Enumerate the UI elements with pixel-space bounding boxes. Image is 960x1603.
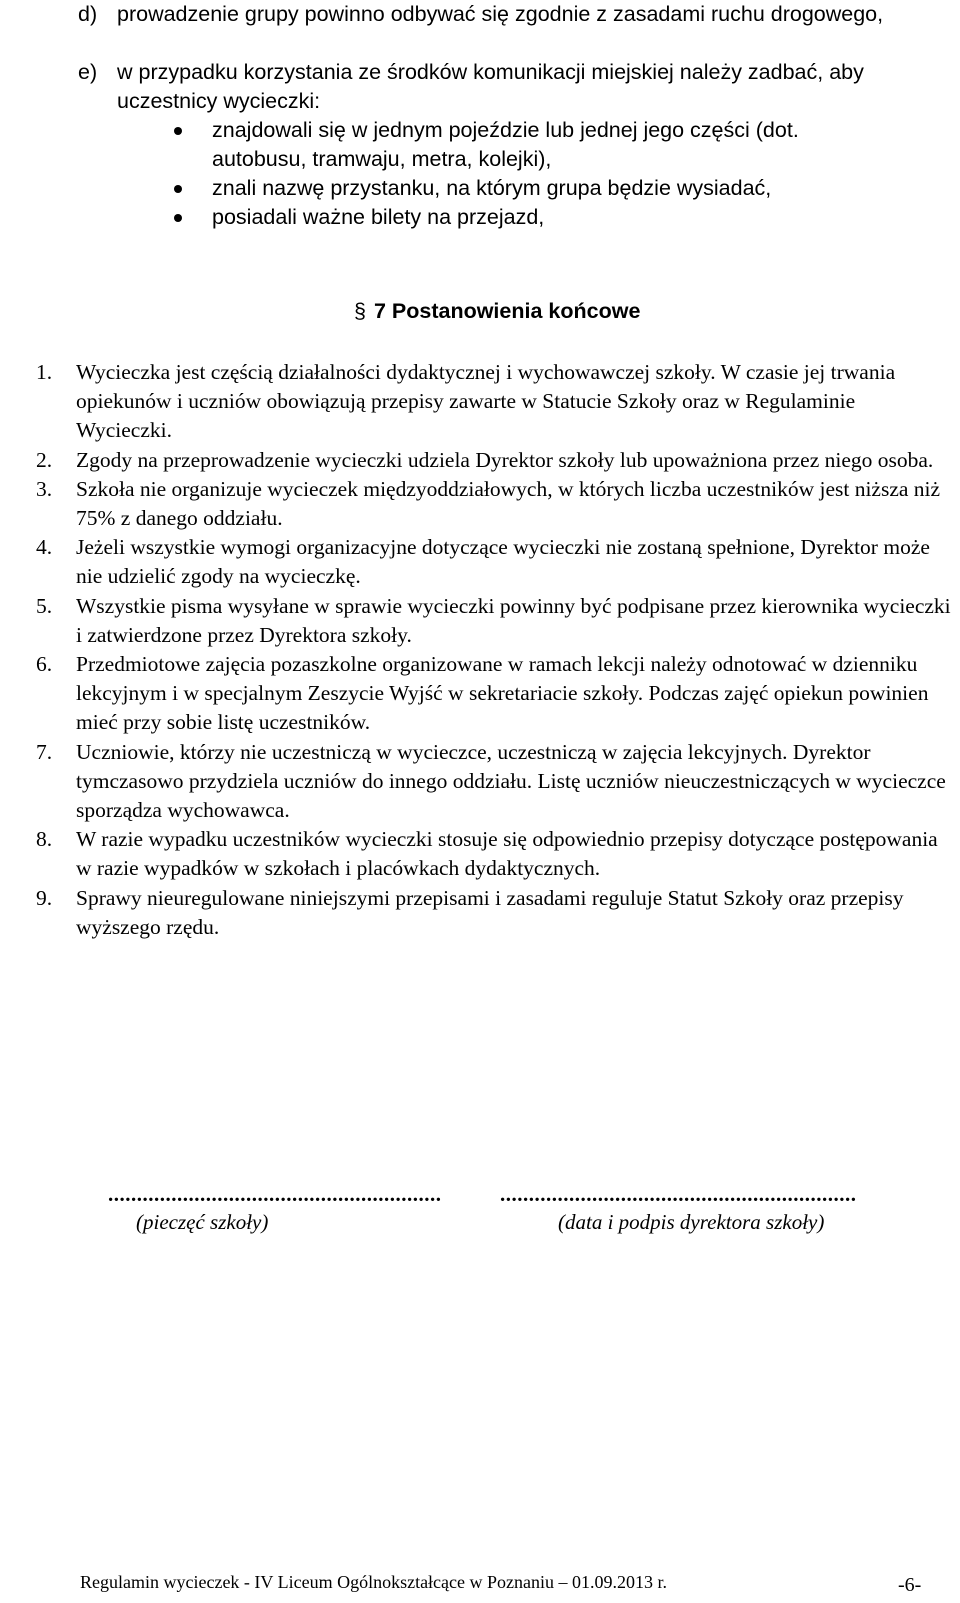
signature-line: .............................................................. (500, 1182, 857, 1206)
bullet-item (170, 203, 890, 232)
item-number: 6. (36, 652, 53, 677)
section-symbol: § (354, 299, 366, 323)
section-title: 7 Postanowienia końcowe (373, 299, 641, 323)
list-item (36, 475, 956, 533)
signature-director (500, 1180, 857, 1236)
signature-caption: (pieczęć szkoły) (136, 1210, 269, 1234)
list-marker: e) (78, 60, 98, 84)
bullet-text: posiadali ważne bilety na przejazd, (212, 205, 545, 229)
list-item-text: prowadzenie grupy powinno odbywać się zgodnie z zasadami ruchu drogowego, (117, 2, 884, 26)
list-item (36, 884, 956, 942)
list-item (36, 825, 956, 883)
item-text: Sprawy nieuregulowane niniejszymi przepisami i zasadami reguluje Statut Szkoły oraz przepisy wyższego rzędu. (76, 885, 904, 939)
bullet-item (170, 174, 890, 203)
item-text: W razie wypadku uczestników wycieczki stosuje się odpowiednio przepisy dotyczące postępowania w razie wypadków w szkołach i placówkach dydaktycznych. (76, 827, 938, 881)
list-item (36, 650, 956, 738)
item-text: Szkoła nie organizuje wycieczek międzyoddziałowych, w których liczba uczestników jest niższa niż 75% z danego oddziału. (76, 476, 941, 531)
item-number: 5. (36, 593, 53, 618)
item-text: Jeżeli wszystkie wymogi organizacyjne dotyczące wycieczki nie zostaną spełnione, Dyrektor może nie udzielić zgody na wycieczkę. (76, 535, 930, 589)
list-item-d (78, 0, 928, 29)
list-item (36, 446, 956, 475)
list-item (36, 358, 956, 446)
item-number: 4. (36, 535, 53, 560)
signature-caption: (data i podpis dyrektora szkoły) (558, 1210, 825, 1234)
bullet-text: znajdowali się w jednym pojeździe lub jednej jego części (dot. autobusu, tramwaju, metra, kolejki), (212, 118, 799, 171)
item-number: 2. (36, 447, 53, 472)
bullet-dot-icon (174, 127, 182, 135)
list-item (36, 592, 956, 650)
bullet-list (170, 116, 890, 232)
item-text: Wszystkie pisma wysyłane w sprawie wycieczki powinny być podpisane przez kierownika wycieczki i zatwierdzone przez Dyrektora szkoły. (76, 593, 951, 647)
list-marker: d) (78, 2, 98, 26)
item-text: Uczniowie, którzy nie uczestniczą w wycieczce, uczestniczą w zajęcia lekcyjnych. Dyrektor tymczasowo przydziela uczniów do innego oddziału. Listę uczniów nieuczestniczących w wycieczce sporządza wychowawca. (76, 739, 946, 823)
section-heading (354, 296, 640, 326)
item-text: Wycieczka jest częścią działalności dydaktycznej i wychowawczej szkoły. W czasie jej trwania opiekunów i uczniów obowiązują przepisy zawarte w Statucie Szkoły oraz w Regulaminie Wycieczki. (76, 360, 896, 443)
item-number: 7. (36, 739, 53, 764)
item-number: 3. (36, 476, 53, 501)
list-item-e (78, 58, 928, 116)
list-item (36, 738, 956, 826)
bullet-item (170, 116, 890, 174)
item-number: 1. (36, 360, 53, 384)
page-footer: Regulamin wycieczek - IV Liceum Ogólnokształcące w Poznaniu – 01.09.2013 r. (80, 1572, 668, 1592)
item-number: 8. (36, 827, 53, 852)
bullet-dot-icon (174, 185, 182, 193)
signature-school-stamp (108, 1180, 442, 1236)
page-number: -6- (898, 1574, 922, 1596)
bullet-text: znali nazwę przystanku, na którym grupa będzie wysiadać, (212, 176, 772, 200)
bullet-dot-icon (174, 214, 182, 222)
list-item-text: w przypadku korzystania ze środków komunikacji miejskiej należy zadbać, aby uczestnicy wycieczki: (117, 60, 864, 113)
list-item (36, 533, 956, 591)
signature-line: .......................................................... (108, 1182, 442, 1206)
item-text: Przedmiotowe zajęcia pozaszkolne organizowane w ramach lekcji należy odnotować w dzienniku lekcyjnym i w specjalnym Zeszycie Wyjść w sekretariacie szkoły. Podczas zajęć opiekun powinien mieć przy sobie listę uczestników. (76, 652, 929, 735)
item-text: Zgody na przeprowadzenie wycieczki udziela Dyrektor szkoły lub upoważniona przez niego osoba. (76, 447, 934, 472)
item-number: 9. (36, 885, 53, 910)
